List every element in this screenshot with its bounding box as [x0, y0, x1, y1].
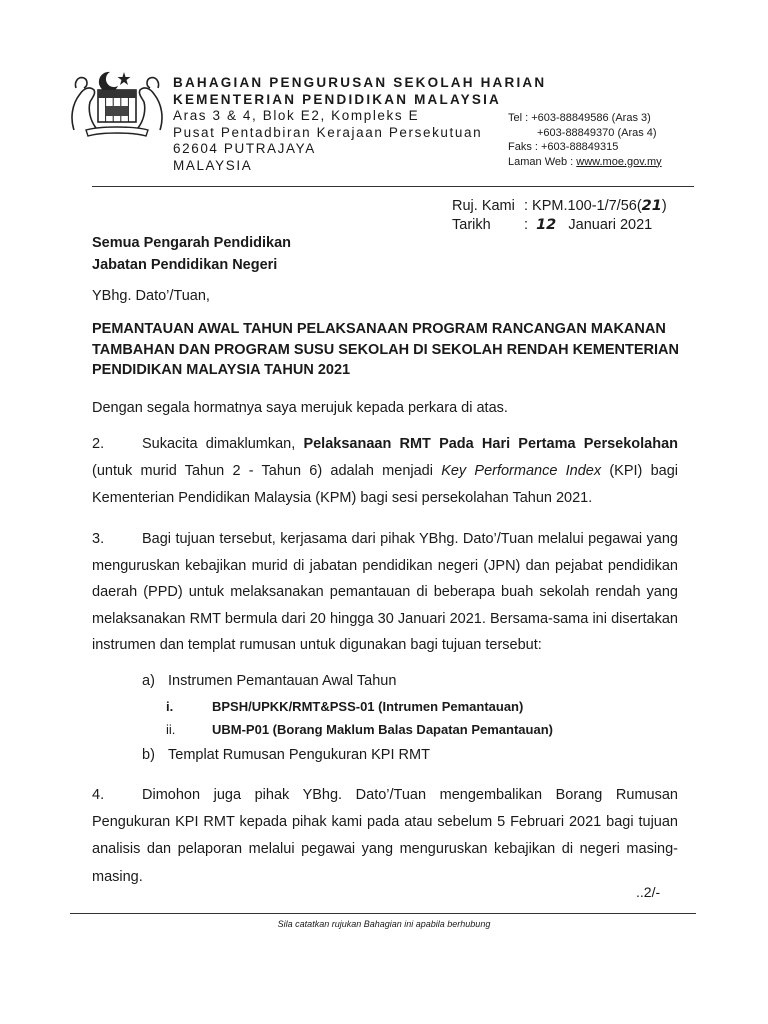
page-continuation-marker: ..2/-	[636, 884, 661, 900]
recipient-block	[92, 232, 291, 276]
letterhead-divider	[92, 186, 694, 187]
telephone-1: Tel : +603-88849586 (Aras 3)	[508, 112, 651, 124]
list-marker-a: a)	[142, 673, 155, 689]
reference-value: : KPM.100-1/7/56(	[524, 198, 642, 214]
website-label: Laman Web :	[508, 155, 577, 168]
list-item-b	[142, 747, 430, 763]
address-line-1: Aras 3 & 4, Blok E2, Kompleks E	[173, 108, 420, 123]
paragraph-2-italic: Key Performance Index	[441, 463, 602, 480]
date-label: Tarikh	[452, 217, 491, 233]
recipient-line-1: Semua Pengarah Pendidikan	[92, 235, 292, 251]
list-text-ii: UBM-P01 (Borang Maklum Balas Dapatan Pemantauan)	[212, 722, 553, 737]
paragraph-3-number: 3.	[92, 531, 105, 547]
contact-block	[508, 111, 718, 169]
fax-number: Faks : +603-88849315	[508, 141, 619, 153]
paragraph-3	[92, 526, 678, 659]
address-line-3: 62604 PUTRAJAYA	[173, 141, 316, 157]
paragraph-2-bold: Pelaksanaan RMT Pada Hari Pertama Persekolahan	[303, 436, 679, 452]
paragraph-3-text: Bagi tujuan tersebut, kerjasama dari pihak YBhg. Dato’/Tuan melalui pegawai yang menguruskan kebajikan murid di jabatan pendidikan negeri (JPN) dan pejabat pendidikan daerah (PPD) untuk melaksanakan pemantauan di beberapa buah sekolah rendah yang melaksanakan RMT bermula dari 20 hingga 30 Januari 2021. Bersama-sama ini disertakan instrumen dan templat rumusan untuk digunakan bagi tujuan tersebut:	[92, 531, 678, 654]
paragraph-4	[92, 782, 678, 891]
reference-close: )	[661, 198, 667, 214]
date-month-year: Januari 2021	[568, 217, 653, 233]
paragraph-2-text-b: (untuk murid Tahun 2 - Tahun 6) adalah menjadi	[92, 463, 442, 480]
paragraph-2-text-a: Sukacita dimaklumkan,	[142, 436, 304, 452]
list-marker-b: b)	[142, 747, 155, 763]
reference-handwritten: 21	[641, 198, 662, 214]
date-day-handwritten: 12	[536, 217, 557, 233]
footer-divider	[70, 913, 696, 914]
paragraph-2-number: 2.	[92, 436, 105, 452]
list-text-i: BPSH/UPKK/RMT&PSS-01 (Intrumen Pemantauan)	[212, 699, 524, 714]
letter-subject: PEMANTAUAN AWAL TAHUN PELAKSANAAN PROGRAM RANCANGAN MAKANAN TAMBAHAN DAN PROGRAM SUSU SEKOLAH DI SEKOLAH RENDAH KEMENTERIAN PENDIDIKAN MALAYSIA TAHUN 2021	[92, 321, 679, 378]
list-item-i	[166, 699, 523, 714]
list-item-ii	[166, 722, 553, 737]
paragraph-4-number: 4.	[92, 787, 105, 803]
recipient-line-2: Jabatan Pendidikan Negeri	[92, 257, 278, 273]
salutation: YBhg. Dato’/Tuan,	[92, 288, 210, 304]
list-item-a	[142, 673, 396, 689]
footer-note: Sila catatkan rujukan Bahagian ini apabila berhubung	[277, 919, 491, 929]
date-colon: :	[524, 217, 529, 233]
paragraph-2-text-c: (KPI) bagi Kementerian Pendidikan Malaysia (KPM) bagi sesi persekolahan Tahun 2021.	[92, 463, 679, 507]
date-row	[452, 216, 667, 235]
telephone-2: +603-88849370 (Aras 4)	[537, 126, 657, 139]
list-text-b: Templat Rumusan Pengukuran KPI RMT	[168, 747, 430, 763]
paragraph-4-text: Dimohon juga pihak YBhg. Dato’/Tuan mengembalikan Borang Rumusan Pengukuran KPI RMT kepada pihak kami pada atau sebelum 5 Februari 2021 bagi tujuan analisis dan pelaporan melalui pegawai yang menguruskan kebajikan di negeri masing-masing.	[92, 787, 678, 885]
address-line-4: MALAYSIA	[173, 157, 253, 173]
paragraph-2	[92, 431, 678, 513]
list-text-a: Instrumen Pemantauan Awal Tahun	[168, 673, 397, 689]
list-marker-ii: ii.	[166, 722, 176, 737]
website-link[interactable]: www.moe.gov.my	[576, 155, 662, 168]
website-line	[508, 155, 718, 170]
reference-label: Ruj. Kami	[452, 198, 515, 214]
ministry-name: KEMENTERIAN PENDIDIKAN MALAYSIA	[173, 92, 501, 107]
list-marker-i: i.	[166, 699, 174, 714]
paragraph-1: Dengan segala hormatnya saya merujuk kepada perkara di atas.	[92, 400, 508, 416]
division-name: BAHAGIAN PENGURUSAN SEKOLAH HARIAN	[173, 75, 547, 90]
address-line-2: Pusat Pentadbiran Kerajaan Persekutuan	[173, 124, 483, 140]
coat-of-arms-icon	[66, 68, 168, 140]
reference-block	[452, 197, 667, 235]
reference-number-row	[452, 197, 667, 216]
